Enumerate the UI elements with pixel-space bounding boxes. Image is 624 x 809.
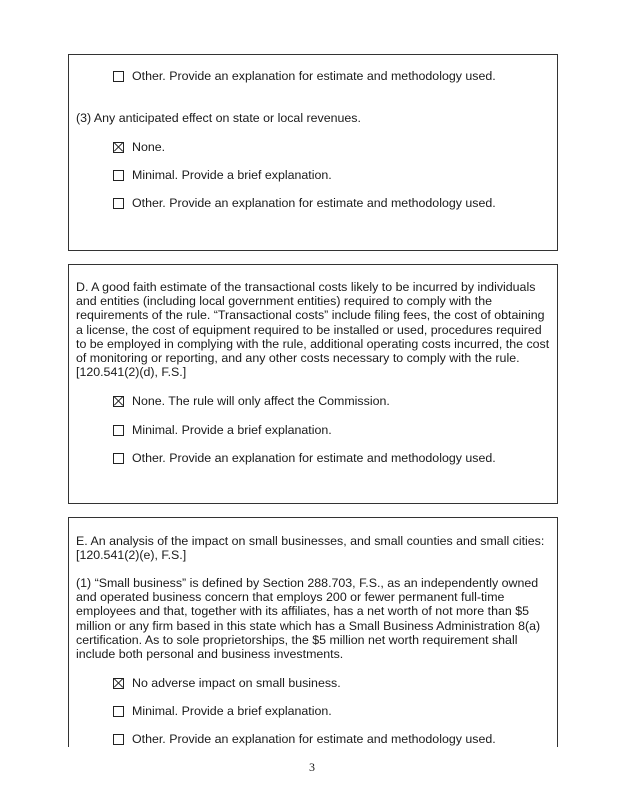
- option-label: Other. Provide an explanation for estimate and methodology used.: [132, 69, 496, 83]
- option-label: Minimal. Provide a brief explanation.: [132, 423, 332, 437]
- checked-checkbox-icon[interactable]: [113, 678, 124, 689]
- section-c-box: [68, 54, 558, 251]
- question-3: (3) Any anticipated effect on state or local revenues.: [76, 111, 361, 125]
- option-none: [113, 394, 390, 408]
- page-number: 3: [309, 760, 315, 774]
- option-minimal: [113, 704, 332, 718]
- section-e-paragraph-1: (1) “Small business” is defined by Section 288.703, F.S., as an independently owned and operated business concern that employs 200 or fewer permanent full-time employees and that, together with its affiliates, has a net worth of not more than $5 million or any firm based in this state which has a Small Business Administration 8(a) certification. As to sole proprietorships, the $5 million net worth requirement shall include both personal and business investments.: [76, 576, 541, 662]
- section-e-heading: E. An analysis of the impact on small businesses, and small counties and small cities: [120.541(2)(e), F.S.]: [76, 534, 545, 563]
- option-label: No adverse impact on small business.: [132, 676, 341, 690]
- section-e-box: [68, 517, 558, 747]
- option-label: Other. Provide an explanation for estimate and methodology used.: [132, 732, 496, 746]
- checkbox-icon[interactable]: [113, 170, 124, 181]
- option-minimal: [113, 423, 332, 437]
- checkbox-icon[interactable]: [113, 734, 124, 745]
- option-other: [113, 732, 496, 746]
- option-label: Other. Provide an explanation for estimate and methodology used.: [132, 196, 496, 210]
- option-label: Other. Provide an explanation for estimate and methodology used.: [132, 451, 496, 465]
- section-d-box: [68, 264, 558, 504]
- option-none: [113, 140, 165, 154]
- option-other: [113, 196, 496, 210]
- option-label: Minimal. Provide a brief explanation.: [132, 704, 332, 718]
- option-other-prev: [113, 69, 496, 83]
- checked-checkbox-icon[interactable]: [113, 396, 124, 407]
- option-label: None. The rule will only affect the Commission.: [132, 394, 390, 408]
- checkbox-icon[interactable]: [113, 425, 124, 436]
- option-other: [113, 451, 496, 465]
- option-none: [113, 676, 341, 690]
- checkbox-icon[interactable]: [113, 71, 124, 82]
- option-label: Minimal. Provide a brief explanation.: [132, 168, 332, 182]
- section-d-text: D. A good faith estimate of the transactional costs likely to be incurred by individuals and entities (including local government entities) required to comply with the requirements of the rule. “Transactional costs” include filing fees, the cost of obtaining a license, the cost of equipment required to be installed or used, procedures required to be employed in complying with the rule, additional operating costs incurred, the cost of monitoring or reporting, and any other costs necessary to comply with the rule. [120.541(2)(d), F.S.]: [76, 280, 550, 380]
- option-minimal: [113, 168, 332, 182]
- option-label: None.: [132, 140, 166, 154]
- checked-checkbox-icon[interactable]: [113, 142, 124, 153]
- checkbox-icon[interactable]: [113, 706, 124, 717]
- checkbox-icon[interactable]: [113, 453, 124, 464]
- checkbox-icon[interactable]: [113, 198, 124, 209]
